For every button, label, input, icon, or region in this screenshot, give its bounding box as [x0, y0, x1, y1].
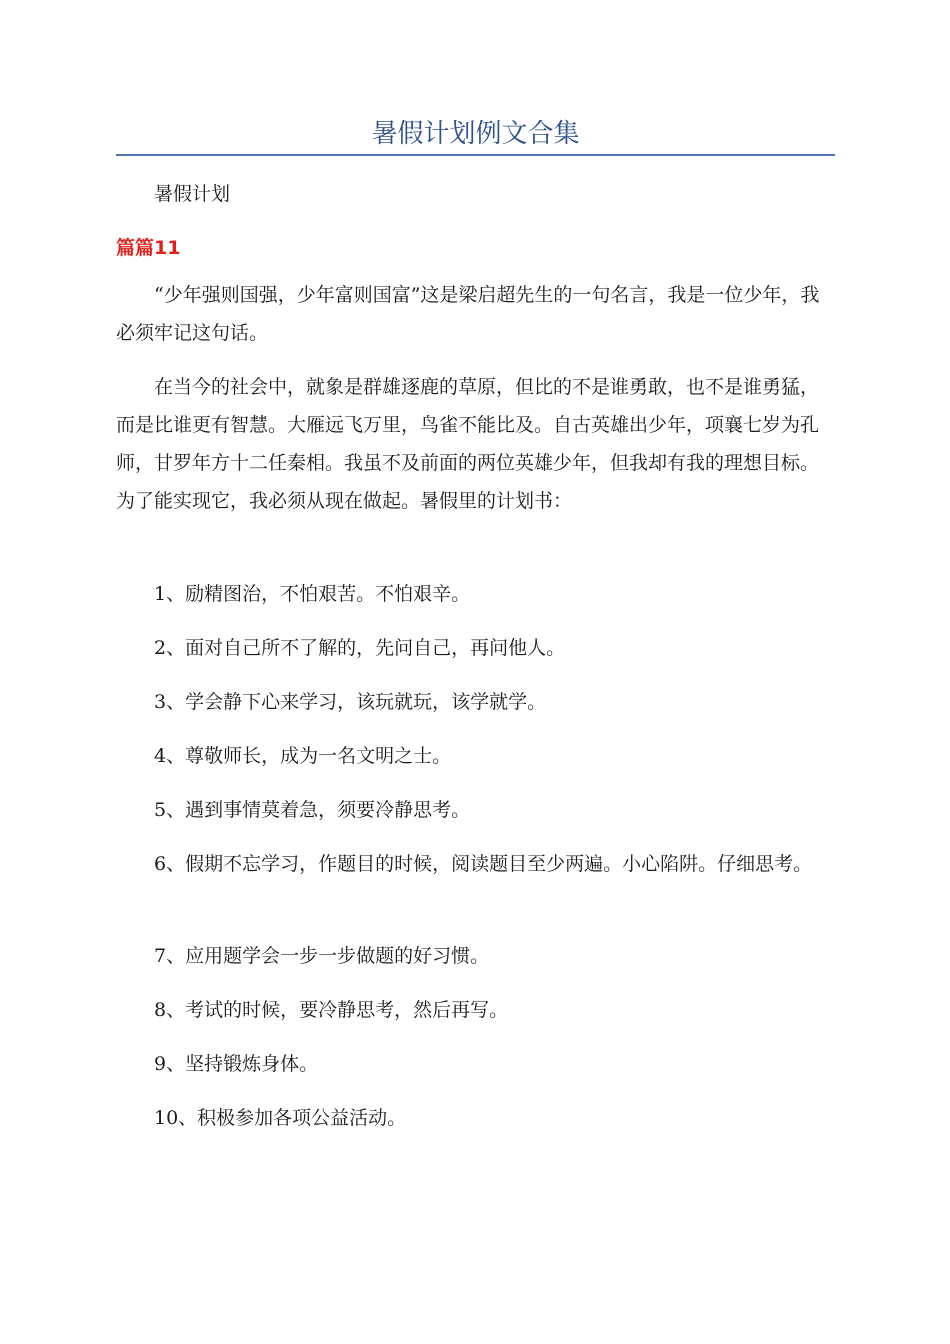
title-underline: [116, 154, 835, 156]
paragraph-1: “少年强则国强，少年富则国富”这是梁启超先生的一句名言，我是一位少年，我必须牢记这句话。: [116, 284, 820, 344]
list-item-1: 1、励精图治，不怕艰苦。不怕艰辛。: [154, 583, 471, 605]
list-item-10: 10、积极参加各项公益活动。: [154, 1107, 407, 1129]
list-item-2: 2、面对自己所不了解的，先问自己，再问他人。: [154, 637, 566, 659]
list-item-9: 9、坚持锻炼身体。: [154, 1053, 319, 1075]
list-item-8: 8、考试的时候，要冷静思考，然后再写。: [154, 999, 509, 1021]
subheading: 暑假计划: [154, 183, 231, 205]
paragraph-2: 在当今的社会中，就象是群雄逐鹿的草原，但比的不是谁勇敢，也不是谁勇猛，而是比谁更有智慧。大雁远飞万里，鸟雀不能比及。自古英雄出少年，项襄七岁为孔师，甘罗年方十二任秦相。我虽不及前面的两位英雄少年，但我却有我的理想目标。为了能实现它，我必须从现在做起。暑假里的计划书：: [116, 376, 820, 512]
list-item-4: 4、尊敬师长，成为一名文明之士。: [154, 745, 452, 767]
document-title: 暑假计划例文合集: [371, 119, 580, 149]
list-item-3: 3、学会静下心来学习，该玩就玩，该学就学。: [154, 691, 547, 713]
list-item-6: 6、假期不忘学习，作题目的时候，阅读题目至少两遍。小心陷阱。仔细思考。: [154, 853, 813, 875]
list-item-5: 5、遇到事情莫着急，须要冷静思考。: [154, 799, 471, 821]
list-item-7: 7、应用题学会一步一步做题的好习惯。: [154, 945, 490, 967]
section-label: 篇篇11: [116, 237, 181, 259]
